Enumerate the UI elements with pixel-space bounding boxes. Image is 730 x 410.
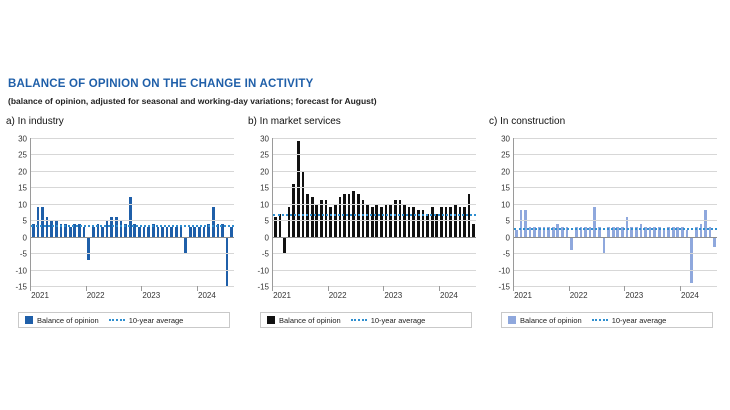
- bar: [184, 237, 187, 253]
- panel-construction: [487, 116, 723, 346]
- x-axis-tick-label: 2021: [31, 291, 49, 300]
- gridline: [502, 249, 717, 259]
- y-axis-tick-label: 30: [18, 134, 27, 144]
- bar: [143, 227, 146, 237]
- gridline: [18, 134, 234, 144]
- gridline: [15, 266, 234, 276]
- legend-swatch-icon: [508, 316, 516, 324]
- x-axis-market-services: [272, 286, 476, 304]
- bar: [37, 207, 40, 237]
- bar: [440, 207, 443, 237]
- page-title: BALANCE OF OPINION ON THE CHANGE IN ACTIVITY: [8, 78, 314, 90]
- bar: [380, 207, 383, 237]
- gridline: [261, 249, 476, 259]
- panel-title-construction: c) In construction: [489, 116, 566, 127]
- x-axis-tick-label: 2021: [514, 291, 532, 300]
- bar: [203, 227, 206, 237]
- bars-market-services: [273, 138, 476, 286]
- gridline: [22, 216, 234, 226]
- x-axis-tick-label: 2021: [273, 291, 291, 300]
- bar: [230, 227, 233, 237]
- bar: [459, 207, 462, 237]
- legend-industry: [18, 312, 230, 328]
- bars-construction: [514, 138, 717, 286]
- legend-market-services: [260, 312, 472, 328]
- x-axis-tick-label: 2022: [569, 291, 588, 300]
- y-axis-tick-label: -10: [257, 266, 269, 276]
- bar: [463, 207, 466, 237]
- x-axis-tick-label: 2023: [625, 291, 644, 300]
- bar: [472, 224, 475, 237]
- bar: [180, 227, 183, 237]
- gridline: [18, 200, 234, 210]
- bar: [329, 207, 332, 237]
- panel-market-services: [246, 116, 482, 346]
- panel-industry: [4, 116, 240, 346]
- bar: [663, 230, 666, 237]
- plot-area-industry: [15, 134, 234, 292]
- bar: [92, 227, 95, 237]
- y-axis-tick-label: 30: [501, 134, 510, 144]
- x-axis-tick-label: 2024: [681, 291, 699, 300]
- gridline: [18, 183, 234, 193]
- legend-balance-industry: [25, 316, 99, 325]
- ten-year-average-line: [273, 214, 476, 216]
- y-axis-tick-label: 5: [22, 216, 27, 226]
- legend-dashed-line-icon: [592, 319, 608, 321]
- ten-year-average-line: [31, 225, 234, 227]
- x-axis-industry: [30, 286, 234, 304]
- bar: [686, 230, 689, 237]
- bar: [524, 210, 527, 236]
- x-axis-tick-label: 2024: [198, 291, 216, 300]
- bar: [69, 227, 72, 237]
- x-axis-tick-label: 2024: [440, 291, 458, 300]
- gridline: [501, 150, 717, 160]
- y-axis-tick-label: -15: [15, 282, 27, 292]
- x-axis-tick-label: 2022: [328, 291, 347, 300]
- legend-average-label: 10-year average: [370, 315, 426, 325]
- y-axis-tick-label: 20: [260, 167, 269, 177]
- legend-swatch-icon: [267, 316, 275, 324]
- bar: [41, 207, 44, 237]
- y-axis-tick-label: 25: [501, 150, 510, 160]
- legend-swatch-icon: [25, 316, 33, 324]
- bar: [212, 207, 215, 237]
- bar: [570, 237, 573, 250]
- gridline: [19, 249, 234, 259]
- bar: [193, 227, 196, 237]
- y-axis-tick-label: 20: [501, 167, 510, 177]
- bar: [297, 141, 300, 236]
- bar: [292, 184, 295, 237]
- legend-dashed-line-icon: [109, 319, 125, 321]
- bar: [161, 227, 164, 237]
- legend-dashed-line-icon: [351, 319, 367, 321]
- y-axis-tick-label: 5: [505, 216, 510, 226]
- gridline: [260, 150, 476, 160]
- bar: [325, 200, 328, 236]
- y-axis-tick-label: 0: [22, 233, 27, 243]
- x-axis-tick-label: 2022: [86, 291, 105, 300]
- bar: [449, 207, 452, 237]
- bar: [279, 214, 282, 237]
- page-subtitle: (balance of opinion, adjusted for seasonal and working-day variations; forecast for August): [8, 96, 377, 106]
- bar: [198, 227, 201, 237]
- legend-average-industry: [109, 316, 184, 325]
- y-axis-tick-label: 25: [260, 150, 269, 160]
- gridline: [260, 167, 476, 177]
- x-axis-tick-label: 2023: [384, 291, 403, 300]
- legend-balance-label: Balance of opinion: [520, 315, 582, 325]
- y-axis-tick-label: 30: [260, 134, 269, 144]
- gridline: [505, 216, 717, 226]
- x-axis-construction: [513, 286, 717, 304]
- bar: [412, 207, 415, 237]
- y-axis-tick-label: 20: [18, 167, 27, 177]
- bar: [408, 207, 411, 237]
- bar: [83, 227, 86, 237]
- bar: [431, 207, 434, 237]
- legend-average-label: 10-year average: [128, 315, 184, 325]
- bar: [166, 227, 169, 237]
- y-axis-tick-label: 10: [18, 200, 27, 210]
- bar: [320, 200, 323, 236]
- plot-area-construction: [498, 134, 717, 292]
- bar: [515, 230, 518, 237]
- legend-balance-market-services: [267, 316, 341, 325]
- y-axis-tick-label: -5: [502, 249, 510, 259]
- panel-title-market-services: b) In market services: [248, 116, 341, 127]
- bar: [170, 227, 173, 237]
- gridline: [501, 200, 717, 210]
- zero-line: [264, 233, 476, 243]
- bar: [690, 237, 693, 283]
- legend-construction: [501, 312, 713, 328]
- legend-average-construction: [592, 316, 667, 325]
- bar: [87, 237, 90, 260]
- y-axis-tick-label: -10: [15, 266, 27, 276]
- y-axis-tick-label: -10: [498, 266, 510, 276]
- gridline: [264, 216, 476, 226]
- y-axis-tick-label: 25: [18, 150, 27, 160]
- bar: [120, 220, 123, 236]
- panel-title-industry: a) In industry: [6, 116, 64, 127]
- chart-panels: [0, 116, 730, 346]
- bar: [175, 227, 178, 237]
- gridline: [501, 134, 717, 144]
- gridline: [501, 167, 717, 177]
- gridline: [260, 183, 476, 193]
- bar: [399, 200, 402, 236]
- bar: [362, 200, 365, 236]
- plot-area-market-services: [257, 134, 476, 292]
- zero-line: [505, 233, 717, 243]
- gridline: [18, 167, 234, 177]
- bars-industry: [31, 138, 234, 286]
- bar: [147, 227, 150, 237]
- bar: [101, 227, 104, 237]
- y-axis-tick-label: 15: [260, 183, 269, 193]
- bar: [603, 237, 606, 253]
- y-axis-tick-label: -15: [257, 282, 269, 292]
- y-axis-tick-label: 15: [18, 183, 27, 193]
- bar: [106, 220, 109, 236]
- legend-balance-construction: [508, 316, 582, 325]
- y-axis-tick-label: -5: [19, 249, 27, 259]
- bar: [371, 207, 374, 237]
- legend-average-market-services: [351, 316, 426, 325]
- bar: [713, 237, 716, 247]
- y-axis-tick-label: 0: [505, 233, 510, 243]
- bar: [593, 207, 596, 237]
- y-axis-tick-label: 10: [501, 200, 510, 210]
- gridline: [257, 266, 476, 276]
- y-axis-tick-label: -15: [498, 282, 510, 292]
- y-axis-tick-label: -5: [261, 249, 269, 259]
- gridline: [260, 134, 476, 144]
- y-axis-tick-label: 15: [501, 183, 510, 193]
- bar: [138, 227, 141, 237]
- bar: [226, 237, 229, 286]
- legend-balance-label: Balance of opinion: [37, 315, 99, 325]
- bar: [288, 207, 291, 237]
- legend-balance-label: Balance of opinion: [279, 315, 341, 325]
- bar: [426, 214, 429, 237]
- legend-average-label: 10-year average: [611, 315, 667, 325]
- y-axis-tick-label: 5: [264, 216, 269, 226]
- bar: [520, 210, 523, 236]
- ten-year-average-line: [514, 228, 717, 230]
- bar: [704, 210, 707, 236]
- gridline: [260, 200, 476, 210]
- gridline: [501, 183, 717, 193]
- bar: [445, 207, 448, 237]
- gridline: [498, 266, 717, 276]
- y-axis-tick-label: 0: [264, 233, 269, 243]
- bar: [283, 237, 286, 253]
- gridline: [18, 150, 234, 160]
- x-axis-tick-label: 2023: [142, 291, 161, 300]
- zero-line: [22, 233, 234, 243]
- bar: [394, 200, 397, 236]
- bar: [157, 227, 160, 237]
- bar: [50, 220, 53, 236]
- bar: [189, 227, 192, 237]
- y-axis-tick-label: 10: [260, 200, 269, 210]
- bar: [55, 220, 58, 236]
- bar: [435, 214, 438, 237]
